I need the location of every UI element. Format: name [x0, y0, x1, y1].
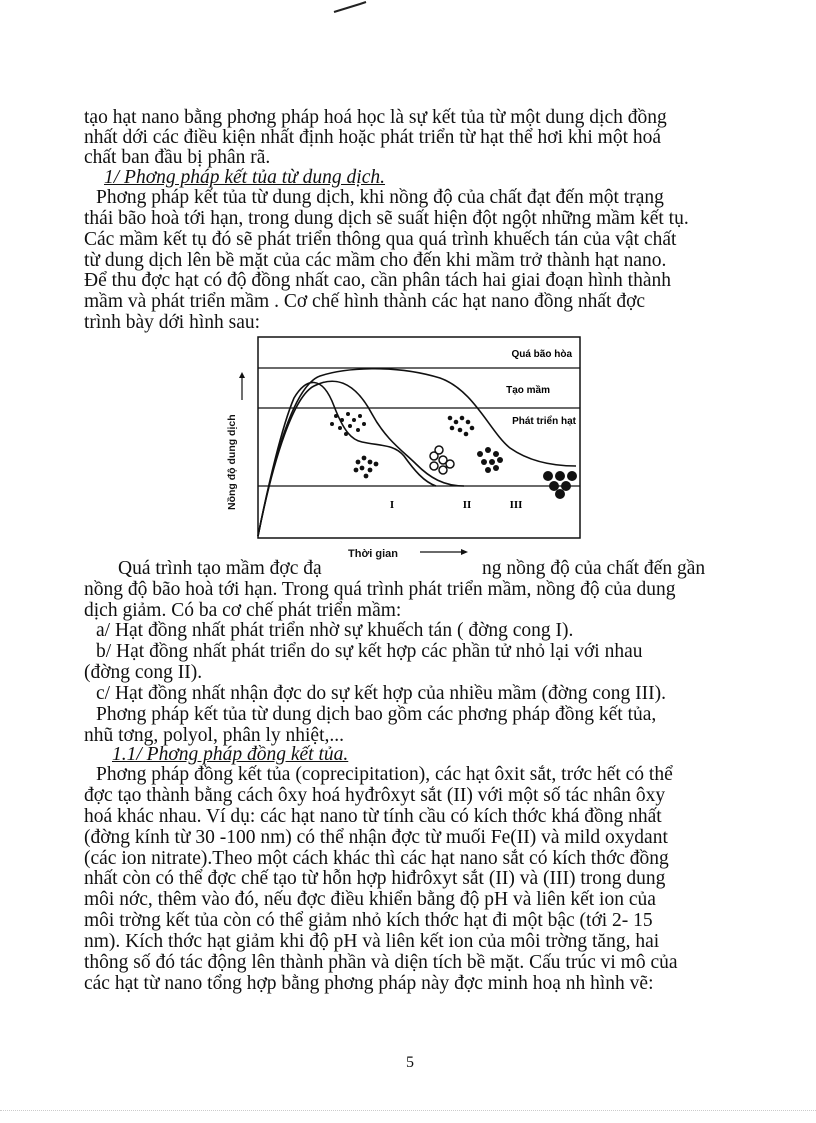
- region-label-i: I: [389, 499, 395, 511]
- x-axis-arrow: [418, 546, 470, 558]
- text-line: Phơng pháp kết tủa từ dung dịch, khi nồng độ của chất đạt đến một trạng: [96, 187, 664, 208]
- text-line: nhất dới các điều kiện nhất định hoặc phát triển từ hạt thể hơi khi một hoá: [84, 127, 662, 148]
- scan-mark: [332, 0, 392, 16]
- text-line: trình bày dới hình sau:: [84, 312, 261, 333]
- subsection-heading: 1.1/ Phơng pháp đồng kết tủa.: [112, 744, 349, 765]
- text-line: (đờng kính từ 30 -100 nm) có thể nhận đợc từ muối Fe(II) và mild oxydant: [84, 827, 668, 848]
- text-line: thông số đó tác động lên thành phần và diện tích bề mặt. Cấu trúc vi mô của: [84, 952, 678, 973]
- footer-rule: [0, 1110, 816, 1111]
- page-number: 5: [406, 1054, 414, 1071]
- text-line: môi trờng kết tủa còn có thể giảm nhỏ kích thớc hạt đi một bậc (tới 2- 15: [84, 910, 653, 931]
- text-line: các hạt từ nano tổng hợp bằng phơng pháp này đợc minh hoạ nh hình vẽ:: [84, 973, 654, 994]
- text-line: ng nồng độ của chất đến gần: [482, 558, 706, 579]
- nucleation-growth-figure: [254, 336, 584, 546]
- text-line: chất ban đầu bị phân rã.: [84, 147, 271, 168]
- text-line: Phơng pháp kết tủa từ dung dịch bao gồm các phơng pháp đồng kết tủa,: [96, 704, 657, 725]
- text-line: nhất còn có thể đợc chế tạo từ hỗn hợp hiđrôxyt sắt (II) và (III) trong dung: [84, 868, 666, 889]
- section-heading: 1/ Phơng pháp kết tủa từ dung dịch.: [104, 167, 386, 188]
- text-line: mầm và phát triển mầm . Cơ chế hình thành các hạt nano đồng nhất đợc: [84, 291, 646, 312]
- x-axis-label: Thời gian: [348, 548, 398, 560]
- text-line: đợc tạo thành bằng cách ôxy hoá hyđrôxyt sắt (II) với một số tác nhân ôxy: [84, 785, 666, 806]
- text-line: Phơng pháp đồng kết tủa (coprecipitation), các hạt ôxit sắt, trớc hết có thể: [96, 764, 673, 785]
- text-line: a/ Hạt đồng nhất phát triển nhờ sự khuếch tán ( đờng cong I).: [96, 620, 574, 641]
- band-label-growth: Phát triển hạt: [512, 416, 576, 427]
- text-line: Quá trình tạo mầm đợc đạ: [118, 558, 322, 579]
- band-label-nucleation: Tạo mầm: [506, 385, 550, 396]
- text-line: tạo hạt nano bằng phơng pháp hoá học là sự kết tủa từ một dung dịch đồng: [84, 107, 667, 128]
- text-line: từ dung dịch lên bề mặt của các mầm cho đến khi mầm trở thành hạt nano.: [84, 250, 667, 271]
- text-line: thái bão hoà tới hạn, trong dung dịch sẽ suất hiện đột ngột những mầm kết tụ.: [84, 208, 689, 229]
- region-label-iii: III: [509, 499, 523, 511]
- text-line: c/ Hạt đồng nhất nhận đợc do sự kết hợp của nhiều mầm (đờng cong III).: [96, 683, 667, 704]
- text-line: nhũ tơng, polyol, phân ly nhiệt,...: [84, 725, 345, 746]
- text-line: Để thu đợc hạt có độ đồng nhất cao, cần phân tách hai giai đoạn hình thành: [84, 270, 672, 291]
- region-label-ii: II: [462, 499, 472, 511]
- text-line: nm). Kích thớc hạt giảm khi độ pH và liên kết ion của môi trờng tăng, hai: [84, 931, 660, 952]
- text-line: dịch giảm. Có ba cơ chế phát triển mầm:: [84, 600, 402, 621]
- text-line: môi nớc, thêm vào đó, nếu đợc điều khiển bằng độ pH và liên kết ion của: [84, 889, 656, 910]
- text-line: nồng độ bão hoà tới hạn. Trong quá trình phát triển mầm, nồng độ của dung: [84, 579, 676, 600]
- band-label-supersaturation: Quá bão hòa: [511, 349, 572, 360]
- text-line: hoá khác nhau. Ví dụ: các hạt nano từ tính cầu có kích thớc khá đồng nhất: [84, 806, 662, 827]
- text-line: (đờng cong II).: [84, 662, 203, 683]
- text-line: Các mầm kết tụ đó sẽ phát triển thông qua quá trình khuếch tán của vật chất: [84, 229, 677, 250]
- text-line: b/ Hạt đồng nhất phát triển do sự kết hợp các phần tử nhỏ lại với nhau: [96, 641, 643, 662]
- y-axis-label: Nồng độ dung dịch: [226, 414, 238, 510]
- text-line: (các ion nitrate).Theo một cách khác thì các hạt nano sắt có kích thớc đồng: [84, 848, 669, 869]
